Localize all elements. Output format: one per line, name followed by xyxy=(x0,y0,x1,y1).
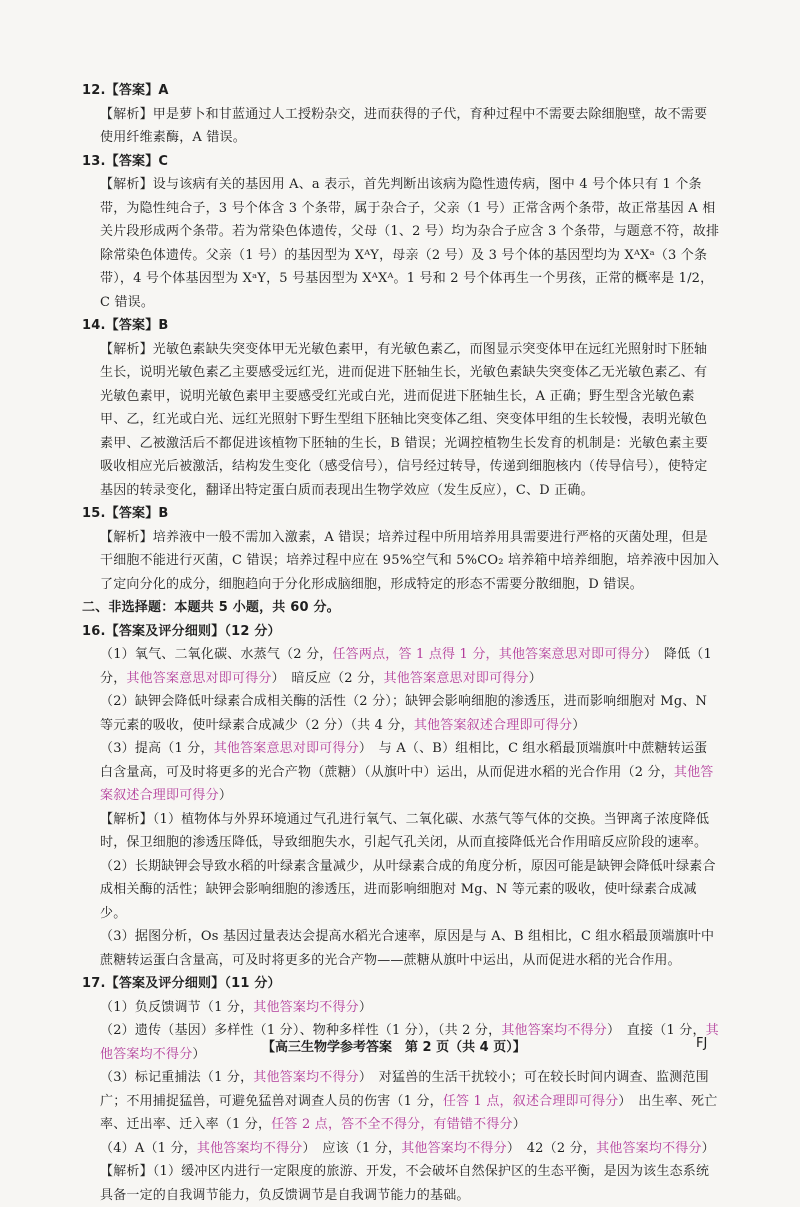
q12-analysis: 【解析】甲是萝卜和甘蓝通过人工授粉杂交，进而获得的子代，育种过程中不需要去除细胞壁，故不需要使用纤维素酶，A 错误。 xyxy=(100,106,708,145)
q14-analysis: 【解析】光敏色素缺失突变体甲无光敏色素甲，有光敏色素乙，而图显示突变体甲在远红光照射时下胚轴生长，说明光敏色素乙主要感受远红光，进而促进下胚轴生长，光敏色素缺失突变体乙无光敏色素乙、有光敏色素甲，说明光敏色素甲主要感受红光或白光，进而促进下胚轴生长，A 正确；野生型含光敏色素甲、乙，红光或白光、远红光照射下野生型组下胚轴比突变体乙组、突变体甲组的生长较慢，表明光敏色素甲、乙被激活后不都促进该植物下胚轴的生长，B 错误；光调控植物生长发育的机制是：光敏色素主要吸收相应光后被激活，结构发生变化（感受信号），信号经过转导，传递到细胞核内（传导信号），使特定基因的转录变化，翻译出特定蛋白质而表现出生物学效应（发生反应），C、D 正确。 xyxy=(100,341,709,498)
q13-answer: 13.【答案】C xyxy=(82,153,169,169)
q17-part1 xyxy=(80,996,720,1020)
q17-grading-note: 任答 2 点，答不全不得分，有错错不得分 xyxy=(271,1117,513,1132)
q17-part4-text: ） 42（2 分， xyxy=(506,1140,597,1156)
q12-answer: 12.【答案】A xyxy=(82,83,169,98)
q17-grading-note: 其他答案均不得分 xyxy=(253,1070,359,1085)
q17-part2-text: ） xyxy=(192,1046,206,1062)
q16-part2-text: （2）缺钾会降低叶绿素合成相关酶的活性（2 分）；缺钾会影响细胞的渗透压，进而影响细胞对 Mg、N 等元素的吸收，使叶绿素合成减少（2 分）（共 4 分， xyxy=(100,694,708,733)
q16-part3-text: （3）提高（1 分， xyxy=(100,741,214,756)
q16-analysis-2: （2）长期缺钾会导致水稻的叶绿素含量减少，从叶绿素合成的角度分析，原因可能是缺钾会降低叶绿素合成相关酶的活性；缺钾会影响细胞的渗透压，进而影响细胞对 Mg、N 等元素的吸收，使叶绿素合成减少。 xyxy=(100,858,716,921)
q17-part4-text: ） xyxy=(701,1140,715,1156)
q17-grading-note: 其他答案均不得分 xyxy=(196,1140,303,1156)
q17-part4 xyxy=(80,1137,720,1161)
q16-part1-text: ） 降低（1 分， xyxy=(100,647,712,686)
q16-header: 16.【答案及评分细则】（12 分） xyxy=(82,623,281,639)
q17-part1-text: ） xyxy=(358,999,373,1015)
q17-analysis-1: 【解析】（1）缓冲区内进行一定限度的旅游、开发，不会破坏自然保护区的生态平衡，是因为该生态系统具备一定的自我调节能力，负反馈调节是自我调节能力的基础。 xyxy=(100,1164,710,1203)
q16-grading-note: 其他答案意思对即可得分 xyxy=(126,670,272,686)
q17-part2-text: ） 直接（1 分， xyxy=(606,1023,706,1038)
q16-part1-text: （1）氧气、二氧化碳、水蒸气（2 分， xyxy=(100,647,333,662)
q16-part1-text: ） xyxy=(528,670,542,686)
q17-part1-text: （1）负反馈调节（1 分， xyxy=(100,999,254,1015)
q13-analysis: 【解析】设与该病有关的基因用 A、a 表示，首先判断出该病为隐性遗传病，图中 4 号个体只有 1 个条带，为隐性纯合子，3 号个体含 3 个条带，属于杂合子，父亲（1 号）正常含两个条带，故正常基因 A 相关片段形成两个条带。若为常染色体遗传，父母（1、2 号）均为杂合子应含 3 个条带，与题意不符，故排除常染色体遗传。父亲（1 号）的基因型为 XᴬY，母亲（2 号）及 3 号个体的基因型均为 XᴬXᵃ（3 个条带），4 号个体基因型为 XᵃY，5 号基因型为 XᴬXᴬ。1 号和 2 号个体再生一个男孩，正常的概率是 1/2，C 错误。 xyxy=(100,177,720,310)
q16-part3 xyxy=(80,737,720,808)
q17-part3-text: （3）标记重捕法（1 分， xyxy=(100,1070,254,1085)
q17-part4-text: ） 应该（1 分， xyxy=(302,1140,402,1156)
q16-grading-note: 其他答案叙述合理即可得分 xyxy=(100,764,714,803)
q16-part1 xyxy=(80,643,720,690)
q17-part3-text: ） xyxy=(512,1117,526,1132)
q16-analysis-3: （3）据图分析，Os 基因过量表达会提高水稻光合速率，原因是与 A、B 组相比，C 组水稻最顶端旗叶中蔗糖转运蛋白含量高，可及时将更多的光合产物——蔗糖从旗叶中运出，从而促进水稻的光合作用。 xyxy=(100,929,715,968)
q16-part2-text: ） xyxy=(572,717,586,733)
footer-title: 【高三生物学参考答案 第 2 页（共 4 页）】 xyxy=(262,1040,526,1055)
q16-grading-note: 其他答案意思对即可得分 xyxy=(383,670,529,686)
q17-header: 17.【答案及评分细则】（11 分） xyxy=(82,976,281,991)
q16-grading-note: 其他答案叙述合理即可得分 xyxy=(413,717,573,733)
q17-part3-text: ） 出生率、死亡率、迁出率、迁入率（1 分， xyxy=(100,1093,718,1132)
q17-grading-note: 其他答案均不得分 xyxy=(253,999,359,1015)
q17-grading-note: 其他答案均不得分 xyxy=(501,1023,607,1038)
q17-grading-note: 任答 1 点，叙述合理即可得分 xyxy=(442,1093,619,1109)
q16-grading-note: 其他答案意思对即可得分 xyxy=(213,741,359,756)
q16-grading-note: 任答两点，答 1 点得 1 分，其他答案意思对即可得分 xyxy=(332,647,644,662)
q16-part1-text: ） 暗反应（2 分， xyxy=(271,670,384,686)
q15-answer: 15.【答案】B xyxy=(82,506,169,521)
section-heading: 二、非选择题：本题共 5 小题，共 60 分。 xyxy=(82,600,340,615)
q17-part3-text: ） 对猛兽的生活干扰较小；可在较长时间内调查、监测范围广；不用捕捉猛兽，可避免猛兽对调查人员的伤害（1 分， xyxy=(100,1070,709,1109)
q14-answer: 14.【答案】B xyxy=(82,318,169,333)
q16-part3-text: ） 与 A（、B）组相比，C 组水稻最顶端旗叶中蔗糖转运蛋白含量高，可及时将更多的光合产物（蔗糖）（从旗叶中）运出，从而促进水稻的光合作用（2 分， xyxy=(100,741,708,780)
q17-grading-note: 其他答案均不得分 xyxy=(100,1023,719,1062)
q17-part2-text: （2）遗传（基因）多样性（1 分）、物种多样性（1 分），（共 2 分， xyxy=(100,1023,502,1038)
q16-part2 xyxy=(80,690,720,737)
q17-grading-note: 其他答案均不得分 xyxy=(401,1140,507,1156)
footer-code: FJ xyxy=(696,1036,708,1051)
q16-part3-text: ） xyxy=(218,788,233,803)
q17-part3 xyxy=(80,1066,720,1137)
q17-grading-note: 其他答案均不得分 xyxy=(596,1140,702,1156)
q16-analysis-1: 【解析】（1）植物体与外界环境通过气孔进行氧气、二氧化碳、水蒸气等气体的交换。当钾离子浓度降低时，保卫细胞的渗透压降低，导致细胞失水，引起气孔关闭，从而直接降低光合作用暗反应阶段的速率。 xyxy=(100,811,710,850)
q15-analysis: 【解析】培养液中一般不需加入激素，A 错误；培养过程中所用培养用具需要进行严格的灭菌处理，但是干细胞不能进行灭菌，C 错误；培养过程中应在 95%空气和 5%CO₂ 培养箱中培养细胞，培养液中因加入了定向分化的成分，细胞趋向于分化形成脑细胞，形成特定的形态不需要分散细胞，D 错误。 xyxy=(100,529,720,592)
q17-part4-text: （4）A（1 分， xyxy=(100,1140,197,1156)
